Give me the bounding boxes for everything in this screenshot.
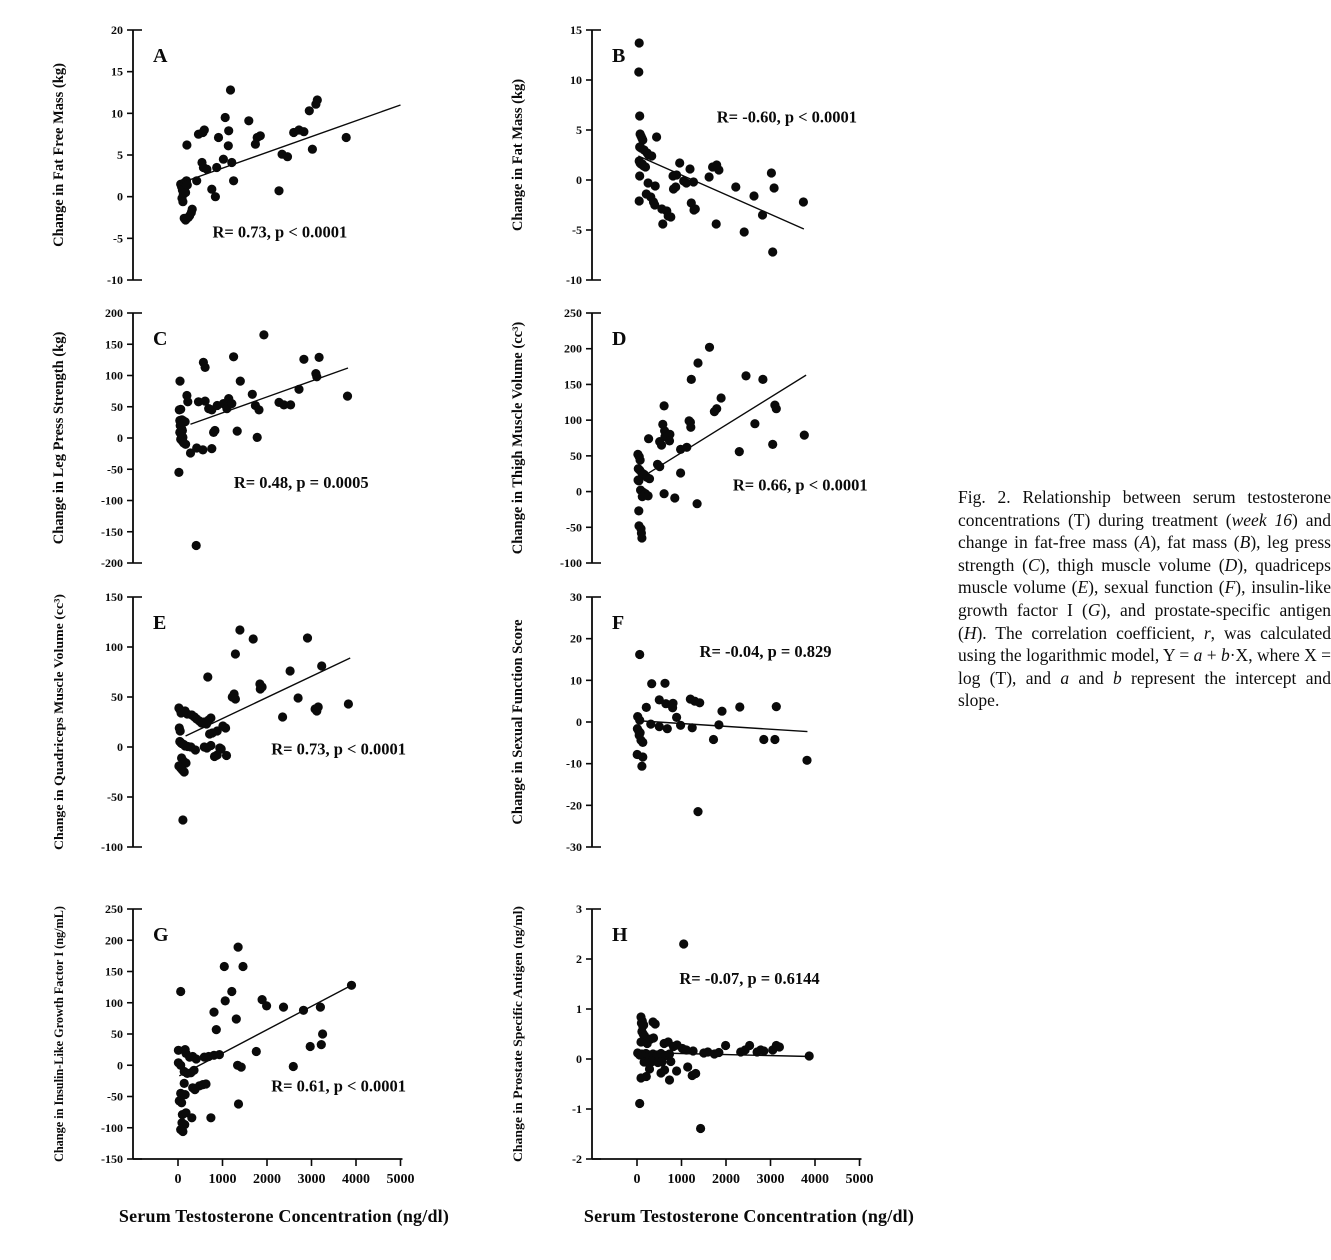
svg-text:Change in Sexual Function Scor: Change in Sexual Function Score: [510, 619, 526, 825]
scatter-panel-c: [33, 293, 503, 583]
svg-text:R= 0.73, p < 0.0001: R= 0.73, p < 0.0001: [212, 222, 348, 242]
svg-text:R= 0.66, p < 0.0001: R= 0.66, p < 0.0001: [732, 475, 868, 495]
svg-text:Change in Insulin-Like Growth: Change in Insulin-Like Growth Factor I (ng/mL): [51, 890, 66, 1162]
svg-text:-100: -100: [101, 840, 123, 854]
svg-text:15: 15: [570, 23, 582, 37]
svg-text:D: D: [612, 328, 627, 350]
svg-text:200: 200: [105, 933, 123, 948]
svg-text:Change in Fat Mass (kg): Change in Fat Mass (kg): [510, 78, 526, 232]
figure-caption: Fig. 2. Relationship between serum testosterone concentrations (T) during treatment (week 16) and change in fat-free mass (A), fat mass (B), leg press strength (C), thigh muscle volume (D), quadriceps muscle volume (E), sexual function (F), insulin-like growth factor I (G), and prostate-specific antigen (H). The correlation coefficient, r, was calculated using the logarithmic model, Y = a + b·X, where X = log (T), and a and b represent the intercept and slope.: [958, 487, 1331, 711]
svg-text:E: E: [153, 612, 167, 634]
svg-text:-50: -50: [107, 1089, 123, 1104]
svg-text:2000: 2000: [253, 1172, 281, 1187]
svg-text:0: 0: [576, 715, 582, 729]
svg-text:0: 0: [576, 484, 582, 499]
svg-text:3000: 3000: [756, 1172, 785, 1187]
svg-text:50: 50: [111, 690, 123, 704]
svg-text:2: 2: [576, 952, 582, 966]
svg-text:15: 15: [111, 64, 123, 79]
svg-text:5: 5: [117, 148, 123, 162]
svg-text:150: 150: [105, 337, 123, 352]
svg-text:-150: -150: [101, 1152, 123, 1166]
svg-text:1000: 1000: [667, 1172, 696, 1187]
svg-text:150: 150: [564, 377, 582, 392]
svg-text:-100: -100: [101, 493, 123, 508]
svg-text:0: 0: [576, 173, 582, 187]
svg-text:-100: -100: [560, 556, 582, 570]
svg-text:0: 0: [117, 740, 123, 754]
svg-text:250: 250: [564, 306, 582, 320]
svg-text:-10: -10: [107, 273, 123, 287]
svg-text:200: 200: [105, 306, 123, 320]
svg-text:200: 200: [564, 341, 582, 356]
svg-text:-30: -30: [566, 840, 582, 854]
svg-text:-5: -5: [113, 231, 123, 246]
svg-text:-100: -100: [101, 1120, 123, 1135]
svg-text:-20: -20: [566, 798, 582, 813]
svg-text:-10: -10: [566, 273, 582, 287]
svg-text:-50: -50: [107, 790, 123, 804]
svg-text:1000: 1000: [208, 1172, 237, 1187]
svg-text:10: 10: [570, 73, 582, 87]
scatter-panel-h: [492, 889, 962, 1221]
svg-text:100: 100: [105, 368, 123, 383]
svg-text:-5: -5: [572, 223, 582, 237]
svg-text:-1: -1: [572, 1102, 582, 1116]
svg-text:150: 150: [105, 964, 123, 979]
svg-text:R= 0.61, p < 0.0001: R= 0.61, p < 0.0001: [271, 1076, 406, 1096]
svg-text:1: 1: [576, 1002, 582, 1016]
svg-text:5000: 5000: [845, 1172, 874, 1187]
svg-text:10: 10: [111, 106, 123, 121]
svg-text:Change in Quadriceps Muscle Vo: Change in Quadriceps Muscle Volume (cc³): [51, 610, 66, 850]
scatter-panel-g: [33, 889, 503, 1221]
svg-text:150: 150: [105, 590, 123, 604]
svg-text:4000: 4000: [342, 1172, 370, 1187]
svg-text:G: G: [153, 924, 169, 946]
svg-text:250: 250: [105, 902, 123, 916]
svg-text:0: 0: [117, 1058, 123, 1073]
svg-text:-50: -50: [107, 462, 123, 477]
svg-text:0: 0: [117, 189, 123, 204]
x-axis-title-right: Serum Testosterone Concentration (ng/dl): [583, 1206, 915, 1226]
svg-text:50: 50: [570, 448, 582, 463]
svg-text:100: 100: [564, 413, 582, 428]
scatter-panel-a: [33, 10, 503, 300]
svg-text:-150: -150: [101, 524, 123, 539]
svg-text:B: B: [612, 45, 626, 67]
svg-text:100: 100: [105, 640, 123, 654]
svg-text:10: 10: [570, 673, 582, 688]
scatter-panel-d: [492, 293, 962, 583]
svg-text:C: C: [153, 328, 168, 350]
svg-text:Change in Leg Press Strength (: Change in Leg Press Strength (kg): [51, 331, 67, 545]
svg-text:100: 100: [105, 995, 123, 1010]
svg-text:-200: -200: [101, 556, 123, 570]
svg-text:F: F: [612, 612, 625, 634]
svg-text:Change in Fat Free Mass (kg): Change in Fat Free Mass (kg): [51, 63, 67, 247]
svg-text:2000: 2000: [712, 1172, 740, 1187]
svg-text:0: 0: [117, 431, 123, 445]
svg-text:30: 30: [570, 590, 582, 604]
svg-text:50: 50: [111, 399, 123, 414]
svg-text:R= 0.48, p = 0.0005: R= 0.48, p = 0.0005: [233, 473, 369, 492]
svg-text:Change in Thigh Muscle Volume: Change in Thigh Muscle Volume (cc³): [510, 321, 526, 555]
svg-text:-10: -10: [566, 756, 582, 771]
scatter-panel-b: [492, 10, 962, 300]
svg-text:R= -0.07, p = 0.6144: R= -0.07, p = 0.6144: [679, 969, 820, 988]
svg-text:-2: -2: [572, 1152, 582, 1166]
svg-text:20: 20: [570, 631, 582, 646]
svg-text:4000: 4000: [801, 1172, 829, 1187]
x-axis-title-left: Serum Testosterone Concentration (ng/dl): [118, 1206, 450, 1226]
svg-text:R= -0.04, p = 0.829: R= -0.04, p = 0.829: [699, 642, 832, 661]
svg-text:5000: 5000: [386, 1172, 415, 1187]
svg-text:0: 0: [633, 1172, 641, 1187]
svg-text:Change in Prostate Specific An: Change in Prostate Specific Antigen (ng/ml): [510, 919, 525, 1162]
scatter-panel-e: [33, 577, 503, 867]
svg-text:20: 20: [111, 23, 123, 37]
svg-text:A: A: [153, 45, 168, 67]
svg-text:0: 0: [174, 1172, 182, 1187]
svg-text:0: 0: [576, 1052, 582, 1066]
svg-text:3000: 3000: [297, 1172, 326, 1187]
svg-text:-50: -50: [566, 520, 582, 535]
svg-text:3: 3: [576, 902, 582, 916]
svg-text:5: 5: [576, 123, 582, 137]
scatter-panel-f: [492, 577, 962, 867]
svg-text:R= -0.60, p < 0.0001: R= -0.60, p < 0.0001: [716, 107, 858, 127]
svg-text:50: 50: [111, 1027, 123, 1041]
svg-text:R= 0.73, p < 0.0001: R= 0.73, p < 0.0001: [271, 739, 406, 759]
svg-text:H: H: [612, 924, 628, 946]
